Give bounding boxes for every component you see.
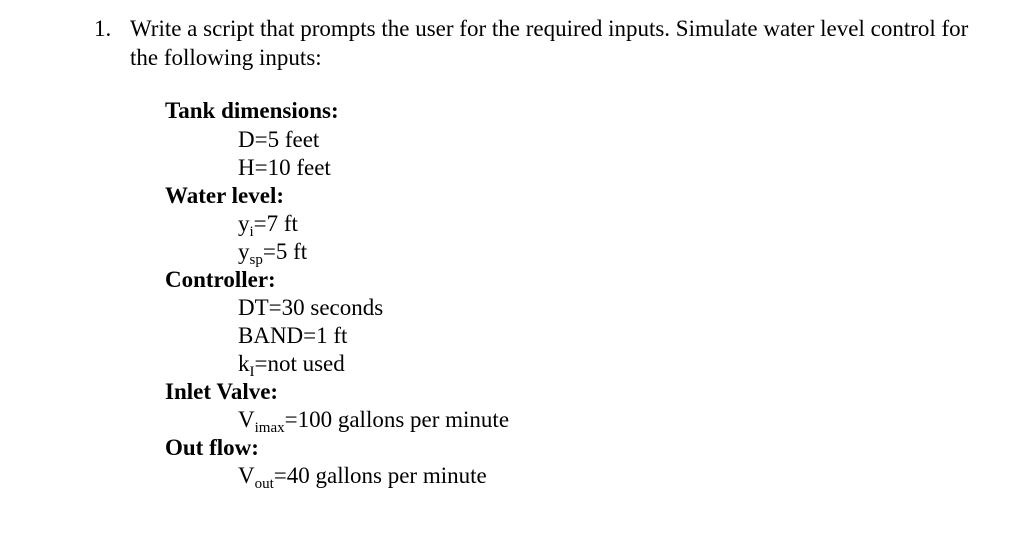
out-flow-subscript: out bbox=[254, 476, 274, 492]
out-flow-symbol: V bbox=[238, 463, 255, 488]
out-flow-value: =40 gallons per minute bbox=[273, 463, 487, 488]
setpoint-level-value: =5 ft bbox=[262, 239, 308, 264]
initial-level bbox=[238, 211, 298, 240]
initial-level-subscript: i bbox=[249, 224, 254, 240]
problem-text: Write a script that prompts the user for the required inputs. Simulate water level control for the following inputs: bbox=[130, 16, 969, 70]
out-flow-heading: Out flow: bbox=[165, 435, 259, 460]
water-level-heading: Water level: bbox=[165, 183, 284, 208]
ki-subscript: I bbox=[249, 364, 255, 380]
controller-dt: DT=30 seconds bbox=[238, 295, 384, 320]
inlet-flow bbox=[238, 407, 510, 436]
inlet-valve-heading: Inlet Valve: bbox=[165, 379, 279, 404]
inlet-flow-symbol: V bbox=[238, 407, 255, 432]
inlet-flow-value: =100 gallons per minute bbox=[284, 407, 510, 432]
initial-level-value: =7 ft bbox=[253, 211, 298, 236]
controller-heading: Controller: bbox=[165, 267, 276, 292]
out-flow bbox=[238, 463, 487, 492]
controller-band: BAND=1 ft bbox=[238, 323, 348, 348]
setpoint-level-subscript: sp bbox=[249, 252, 263, 268]
setpoint-level bbox=[238, 239, 308, 268]
ki-value: =not used bbox=[254, 351, 345, 376]
inlet-flow-subscript: imax bbox=[254, 420, 285, 436]
tank-dimensions-heading: Tank dimensions: bbox=[165, 98, 339, 123]
problem-number: 1. bbox=[94, 16, 112, 41]
setpoint-level-symbol: y bbox=[238, 239, 250, 264]
controller-ki bbox=[238, 351, 345, 380]
ki-symbol: k bbox=[238, 351, 250, 376]
tank-height: H=10 feet bbox=[238, 155, 331, 180]
initial-level-symbol: y bbox=[238, 211, 250, 236]
tank-diameter: D=5 feet bbox=[238, 127, 320, 152]
